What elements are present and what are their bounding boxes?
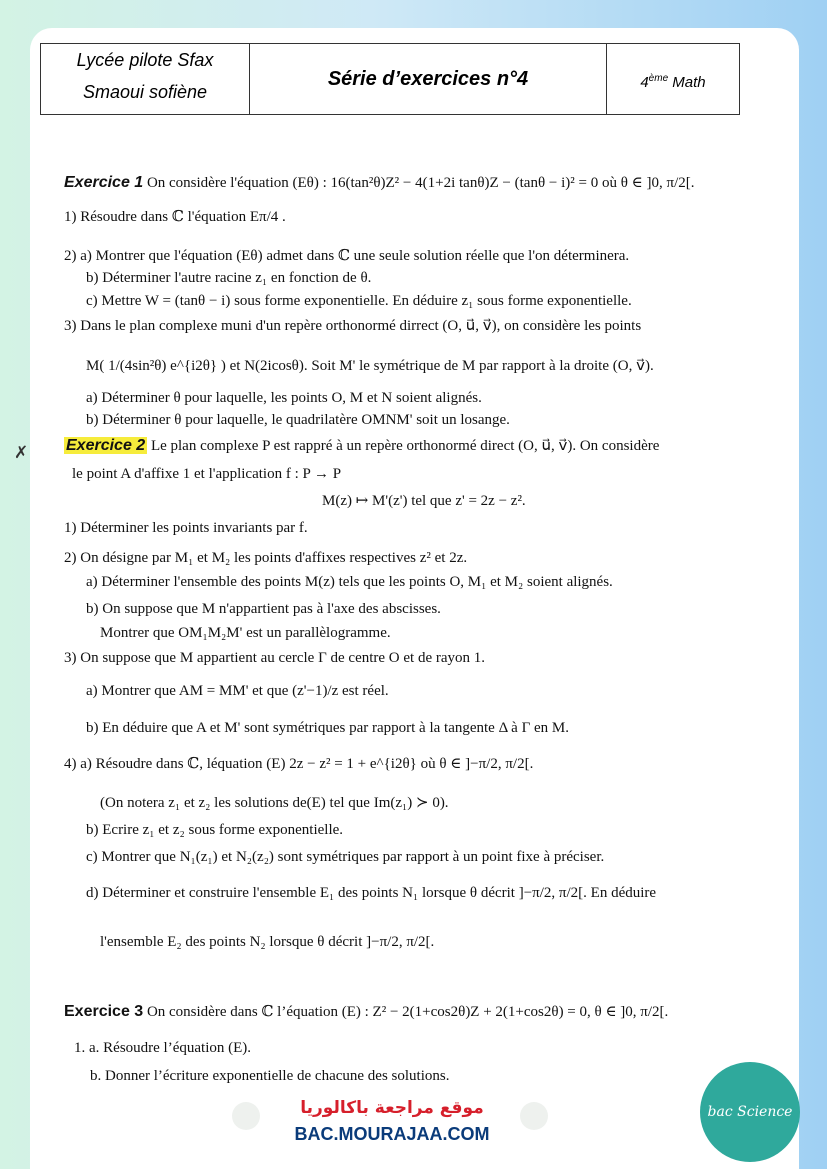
line-text: 1. a. Résoudre l’équation (E). bbox=[74, 1040, 252, 1056]
exercise-label: Exercice 1 bbox=[64, 174, 144, 191]
text-line bbox=[64, 207, 286, 227]
line-text: Le plan complexe P est rappré à un repère orthonormé direct (O, u⃗, v⃗). On considère bbox=[147, 438, 660, 454]
line-text: b) Déterminer θ pour laquelle, le quadrilatère OMNM' soit un losange. bbox=[86, 412, 510, 428]
exercise-label: Exercice 2 bbox=[66, 437, 146, 454]
header-table bbox=[40, 43, 740, 115]
line-text: b) On suppose que M n'appartient pas à l'axe des abscisses. bbox=[86, 601, 441, 617]
line-text: 3) On suppose que M appartient au cercle Γ de centre O et de rayon 1. bbox=[64, 650, 486, 666]
line-text: a) Déterminer θ pour laquelle, les points O, M et N soient alignés. bbox=[86, 390, 482, 406]
footer-arabic-title: موقع مراجعة باكالوريا bbox=[300, 1098, 484, 1118]
line-text: a) Déterminer l'ensemble des points M(z) tels que les points O, M₁ et M₂ soient alignés. bbox=[86, 574, 613, 590]
text-line bbox=[64, 1002, 668, 1022]
text-line bbox=[86, 718, 569, 738]
line-text: c) Mettre W = (tanθ − i) sous forme exponentielle. En déduire z₁ sous forme exponentielle. bbox=[86, 293, 632, 309]
line-text: le point A d'affixe 1 et l'application f : P → P bbox=[72, 466, 342, 482]
line-text: a) Montrer que AM = MM' et que (z'−1)/z est réel. bbox=[86, 683, 389, 699]
text-line bbox=[86, 388, 482, 408]
site-logo-icon bbox=[232, 1102, 260, 1130]
line-text: b) Ecrire z₁ et z₂ sous forme exponentielle. bbox=[86, 822, 344, 838]
text-line bbox=[86, 883, 656, 903]
line-text: (On notera z₁ et z₂ les solutions de(E) tel que Im(z₁) ≻ 0). bbox=[100, 795, 449, 811]
level-subject: Math bbox=[672, 74, 706, 91]
text-line bbox=[64, 518, 308, 538]
text-line bbox=[64, 173, 695, 193]
text-line bbox=[86, 268, 371, 288]
text-line bbox=[74, 1038, 251, 1058]
text-line bbox=[64, 754, 533, 774]
text-line bbox=[72, 464, 341, 484]
text-line bbox=[86, 599, 441, 619]
site-logo-icon bbox=[520, 1102, 548, 1130]
text-line bbox=[64, 436, 659, 456]
text-line bbox=[86, 356, 654, 376]
line-text: On considère l'équation (Eθ) : 16(tan²θ)Z² − 4(1+2i tanθ)Z − (tanθ − i)² = 0 où θ ∈ ]0, π/2[. bbox=[143, 175, 695, 191]
text-line bbox=[86, 572, 613, 592]
text-line bbox=[322, 491, 526, 511]
text-line bbox=[100, 623, 391, 643]
text-line bbox=[90, 1066, 449, 1086]
line-text: c) Montrer que N₁(z₁) et N₂(z₂) sont symétriques par rapport à un point fixe à préciser. bbox=[86, 849, 605, 865]
text-line bbox=[100, 793, 449, 813]
series-title: Série d’exercices n°4 bbox=[250, 44, 607, 114]
line-text: M( 1/(4sin²θ) e^{i2θ} ) et N(2icosθ). Soit M' le symétrique de M par rapport à la droite (O, v⃗). bbox=[86, 358, 654, 374]
line-text: b) En déduire que A et M' sont symétriques par rapport à la tangente Δ à Γ en M. bbox=[86, 720, 569, 736]
line-text: d) Déterminer et construire l'ensemble E₁ des points N₁ lorsque θ décrit ]−π/2, π/2[. En déduire bbox=[86, 885, 657, 901]
teacher-name: Smaoui sofiène bbox=[82, 82, 208, 102]
text-line bbox=[86, 681, 389, 701]
bac-science-badge: bac Science bbox=[700, 1062, 800, 1162]
text-line bbox=[86, 291, 632, 311]
line-text: 3) Dans le plan complexe muni d'un repère orthonormé dirrect (O, u⃗, v⃗), on considère les points bbox=[64, 318, 642, 334]
level-number: 4 bbox=[640, 74, 649, 91]
line-text: 4) a) Résoudre dans ℂ, léquation (E) 2z − z² = 1 + e^{i2θ} où θ ∈ ]−π/2, π/2[. bbox=[64, 756, 534, 772]
line-text: M(z) ↦ M'(z') tel que z' = 2z − z². bbox=[322, 493, 526, 509]
header-school-cell bbox=[41, 44, 250, 114]
text-line bbox=[64, 548, 467, 568]
line-text: Montrer que OM₁M₂M' est un parallèlogramme. bbox=[100, 625, 391, 641]
pen-mark: ✗ bbox=[14, 443, 29, 462]
text-line bbox=[64, 648, 485, 668]
footer-url[interactable]: BAC.MOURAJAA.COM bbox=[294, 1124, 490, 1144]
line-text: 1) Résoudre dans ℂ l'équation Eπ/4 . bbox=[64, 209, 286, 225]
text-line bbox=[100, 932, 434, 952]
school-name: Lycée pilote Sfax bbox=[76, 50, 214, 70]
text-line bbox=[64, 246, 629, 266]
line-text: 2) On désigne par M₁ et M₂ les points d'affixes respectives z² et 2z. bbox=[64, 550, 468, 566]
text-line bbox=[86, 820, 343, 840]
text-line bbox=[86, 410, 510, 430]
line-text: b) Déterminer l'autre racine z₁ en fonction de θ. bbox=[86, 270, 372, 286]
text-line bbox=[64, 316, 641, 336]
line-text: On considère dans ℂ l’équation (E) : Z² − 2(1+cos2θ)Z + 2(1+cos2θ) = 0, θ ∈ ]0, π/2[. bbox=[143, 1004, 669, 1020]
line-text: b. Donner l’écriture exponentielle de chacune des solutions. bbox=[90, 1068, 450, 1084]
level-superscript: ème bbox=[648, 73, 669, 84]
exercise-label: Exercice 3 bbox=[64, 1003, 144, 1020]
level-label bbox=[607, 44, 739, 114]
text-line bbox=[86, 847, 604, 867]
line-text: 1) Déterminer les points invariants par f. bbox=[64, 520, 308, 536]
line-text: 2) a) Montrer que l'équation (Eθ) admet dans ℂ une seule solution réelle que l'on déterminera. bbox=[64, 248, 630, 264]
line-text: l'ensemble E₂ des points N₂ lorsque θ décrit ]−π/2, π/2[. bbox=[100, 934, 435, 950]
